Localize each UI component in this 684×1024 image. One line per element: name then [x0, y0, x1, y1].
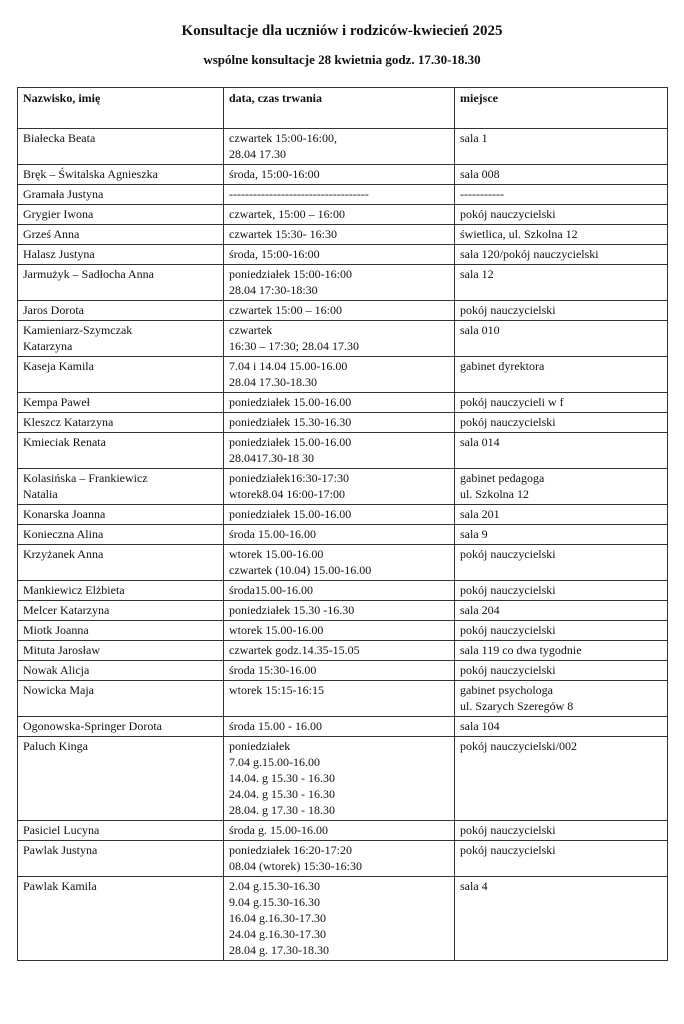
table-row: [18, 661, 668, 681]
cell-place: sala 120/pokój nauczycielski: [455, 245, 668, 265]
cell-place: sala 1: [455, 129, 668, 165]
consultation-table: [17, 87, 668, 961]
cell-name: Nowak Alicja: [18, 661, 224, 681]
cell-place: pokój nauczycielski: [455, 621, 668, 641]
table-row: [18, 525, 668, 545]
cell-place: sala 204: [455, 601, 668, 621]
cell-place: sala 008: [455, 165, 668, 185]
table-row: [18, 301, 668, 321]
table-row: [18, 245, 668, 265]
cell-name: Kempa Paweł: [18, 393, 224, 413]
table-row: [18, 505, 668, 525]
cell-time: czwartek 15:00 – 16:00: [224, 301, 455, 321]
cell-name: Miotk Joanna: [18, 621, 224, 641]
cell-name: Krzyżanek Anna: [18, 545, 224, 581]
cell-name: Konieczna Alina: [18, 525, 224, 545]
cell-name: Grygier Iwona: [18, 205, 224, 225]
cell-name: Bręk – Świtalska Agnieszka: [18, 165, 224, 185]
cell-time: czwartek 15:00-16:00, 28.04 17.30: [224, 129, 455, 165]
table-row: [18, 433, 668, 469]
cell-place: sala 12: [455, 265, 668, 301]
cell-time: 2.04 g.15.30-16.30 9.04 g.15.30-16.30 16.04 g.16.30-17.30 24.04 g.16.30-17.30 28.04 g. 17.30-18.30: [224, 877, 455, 961]
cell-place: pokój nauczycielski: [455, 661, 668, 681]
cell-name: Pasiciel Lucyna: [18, 821, 224, 841]
cell-place: pokój nauczycielski: [455, 413, 668, 433]
table-row: [18, 581, 668, 601]
cell-time: czwartek godz.14.35-15.05: [224, 641, 455, 661]
cell-place: sala 201: [455, 505, 668, 525]
cell-place: gabinet psychologa ul. Szarych Szeregów 8: [455, 681, 668, 717]
cell-time: poniedziałek 16:20-17:20 08.04 (wtorek) 15:30-16:30: [224, 841, 455, 877]
cell-time: poniedziałek 15.30-16.30: [224, 413, 455, 433]
table-row: [18, 165, 668, 185]
cell-name: Kamieniarz-Szymczak Katarzyna: [18, 321, 224, 357]
cell-time: poniedziałek 15.30 -16.30: [224, 601, 455, 621]
cell-time: środa15.00-16.00: [224, 581, 455, 601]
cell-name: Jarmużyk – Sadłocha Anna: [18, 265, 224, 301]
table-body: [18, 129, 668, 961]
cell-place: pokój nauczycielski: [455, 205, 668, 225]
column-header-time: data, czas trwania: [224, 88, 455, 129]
cell-time: poniedziałek 7.04 g.15.00-16.00 14.04. g 15.30 - 16.30 24.04. g 15.30 - 16.30 28.04. g 17.30 - 18.30: [224, 737, 455, 821]
cell-time: środa g. 15.00-16.00: [224, 821, 455, 841]
cell-name: Melcer Katarzyna: [18, 601, 224, 621]
cell-name: Kolasińska – Frankiewicz Natalia: [18, 469, 224, 505]
table-row: [18, 185, 668, 205]
cell-name: Grześ Anna: [18, 225, 224, 245]
cell-name: Kmieciak Renata: [18, 433, 224, 469]
cell-time: -----------------------------------: [224, 185, 455, 205]
cell-name: Pawlak Kamila: [18, 877, 224, 961]
cell-place: świetlica, ul. Szkolna 12: [455, 225, 668, 245]
table-row: [18, 877, 668, 961]
cell-time: 7.04 i 14.04 15.00-16.00 28.04 17.30-18.30: [224, 357, 455, 393]
column-header-place: miejsce: [455, 88, 668, 129]
cell-place: sala 104: [455, 717, 668, 737]
cell-time: poniedziałek 15.00-16.00: [224, 505, 455, 525]
cell-place: sala 9: [455, 525, 668, 545]
table-row: [18, 821, 668, 841]
cell-place: pokój nauczycielski: [455, 581, 668, 601]
column-header-name: Nazwisko, imię: [18, 88, 224, 129]
table-row: [18, 469, 668, 505]
table-header-row: [18, 88, 668, 129]
cell-time: środa 15:30-16.00: [224, 661, 455, 681]
cell-name: Kleszcz Katarzyna: [18, 413, 224, 433]
table-row: [18, 393, 668, 413]
document-title: Konsultacje dla uczniów i rodziców-kwiecień 2025: [181, 23, 503, 39]
cell-place: pokój nauczycielski: [455, 545, 668, 581]
table-row: [18, 601, 668, 621]
cell-name: Jaros Dorota: [18, 301, 224, 321]
cell-place: sala 014: [455, 433, 668, 469]
cell-time: poniedziałek16:30-17:30 wtorek8.04 16:00-17:00: [224, 469, 455, 505]
cell-time: czwartek 16:30 – 17:30; 28.04 17.30: [224, 321, 455, 357]
cell-time: środa, 15:00-16:00: [224, 165, 455, 185]
table-row: [18, 205, 668, 225]
table-row: [18, 225, 668, 245]
table-row: [18, 357, 668, 393]
cell-place: sala 119 co dwa tygodnie: [455, 641, 668, 661]
cell-time: poniedziałek 15:00-16:00 28.04 17:30-18:30: [224, 265, 455, 301]
cell-time: wtorek 15:15-16:15: [224, 681, 455, 717]
cell-name: Mituta Jarosław: [18, 641, 224, 661]
cell-name: Gramała Justyna: [18, 185, 224, 205]
cell-name: Pawlak Justyna: [18, 841, 224, 877]
cell-time: poniedziałek 15.00-16.00: [224, 393, 455, 413]
cell-name: Konarska Joanna: [18, 505, 224, 525]
cell-time: czwartek 15:30- 16:30: [224, 225, 455, 245]
cell-time: środa 15.00 - 16.00: [224, 717, 455, 737]
cell-place: -----------: [455, 185, 668, 205]
cell-place: gabinet pedagoga ul. Szkolna 12: [455, 469, 668, 505]
cell-place: pokój nauczycieli w f: [455, 393, 668, 413]
table-row: [18, 737, 668, 821]
cell-time: środa, 15:00-16:00: [224, 245, 455, 265]
cell-name: Białecka Beata: [18, 129, 224, 165]
cell-place: gabinet dyrektora: [455, 357, 668, 393]
table-row: [18, 717, 668, 737]
table-row: [18, 841, 668, 877]
cell-place: pokój nauczycielski: [455, 301, 668, 321]
table-row: [18, 621, 668, 641]
cell-name: Mankiewicz Elżbieta: [18, 581, 224, 601]
cell-name: Halasz Justyna: [18, 245, 224, 265]
cell-place: sala 4: [455, 877, 668, 961]
table-row: [18, 413, 668, 433]
cell-place: pokój nauczycielski: [455, 821, 668, 841]
cell-time: środa 15.00-16.00: [224, 525, 455, 545]
cell-time: wtorek 15.00-16.00 czwartek (10.04) 15.00-16.00: [224, 545, 455, 581]
cell-name: Nowicka Maja: [18, 681, 224, 717]
cell-place: pokój nauczycielski/002: [455, 737, 668, 821]
document-subtitle: wspólne konsultacje 28 kwietnia godz. 17.30-18.30: [203, 52, 481, 67]
table-row: [18, 641, 668, 661]
table-row: [18, 681, 668, 717]
cell-place: pokój nauczycielski: [455, 841, 668, 877]
cell-name: Ogonowska-Springer Dorota: [18, 717, 224, 737]
table-row: [18, 129, 668, 165]
cell-name: Kaseja Kamila: [18, 357, 224, 393]
cell-time: wtorek 15.00-16.00: [224, 621, 455, 641]
cell-name: Paluch Kinga: [18, 737, 224, 821]
table-row: [18, 321, 668, 357]
table-row: [18, 545, 668, 581]
cell-place: sala 010: [455, 321, 668, 357]
cell-time: czwartek, 15:00 – 16:00: [224, 205, 455, 225]
table-row: [18, 265, 668, 301]
cell-time: poniedziałek 15.00-16.00 28.0417.30-18 30: [224, 433, 455, 469]
